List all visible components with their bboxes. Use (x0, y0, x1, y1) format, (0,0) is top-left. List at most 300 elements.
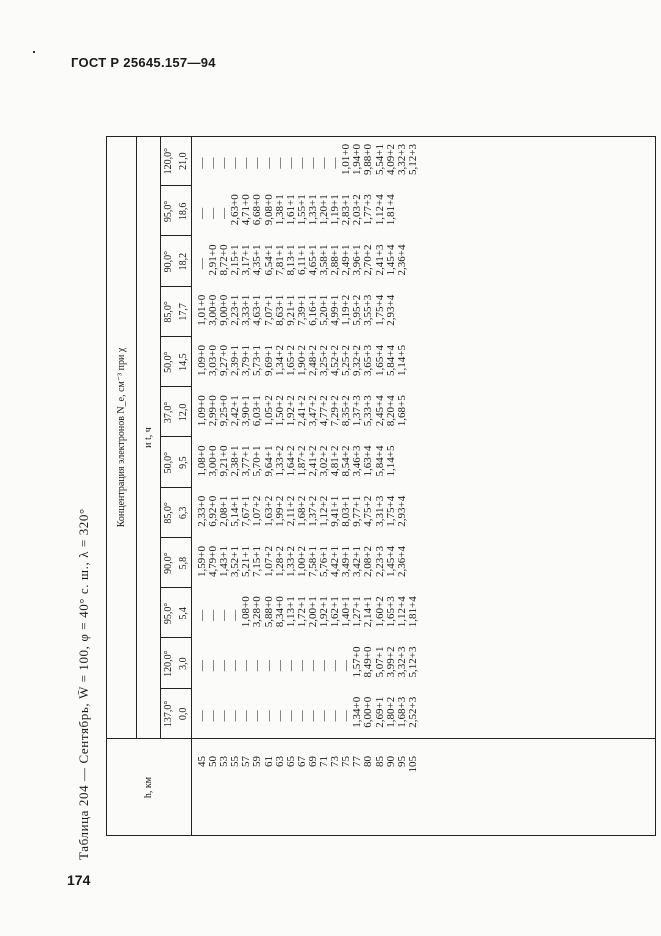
table-cell: 1,68+2 (295, 495, 308, 527)
table-cell: 1,20+1 (318, 194, 331, 226)
table-cell (408, 345, 419, 383)
table-cell: 3,49+1 (340, 546, 353, 577)
table-cell: 1,81+4 (406, 596, 419, 628)
table-cell: 1,57+0 (351, 646, 364, 678)
table-cell: — (306, 157, 319, 169)
table-cell: 2,42+1 (229, 395, 242, 427)
table-cell: — (229, 710, 242, 722)
data-column (197, 395, 419, 433)
height-value: 80 (362, 756, 375, 767)
table-cell: 9,32+2 (351, 345, 364, 376)
table-cell: — (196, 609, 208, 621)
table-cell: 4,77+2 (318, 395, 331, 427)
table-cell: 1,14+5 (395, 345, 408, 376)
table-cell: 2,23+3 (373, 546, 386, 577)
table-cell: 1,45+4 (384, 546, 397, 577)
table-cell: — (262, 710, 275, 722)
table-cell: 2,23+1 (229, 294, 242, 326)
table-cell: — (207, 609, 220, 621)
table-cell: — (340, 710, 353, 722)
table-cell: 3,65+3 (362, 345, 375, 376)
data-column (197, 144, 419, 182)
table-cell: — (218, 660, 231, 672)
table-cell: 3,03+0 (207, 345, 220, 376)
table-cell: — (284, 157, 297, 169)
table-cell: 2,41+3 (373, 244, 386, 276)
data-column (197, 194, 419, 232)
table-cell: 2,48+2 (306, 345, 319, 376)
table-cell: — (306, 710, 319, 722)
table-cell: 4,79+0 (207, 546, 220, 577)
table-cell: 1,12+4 (373, 194, 386, 226)
height-column (197, 756, 419, 786)
table-cell: 3,00+0 (207, 445, 220, 477)
table-cell: 2,83+1 (340, 194, 353, 226)
table-cell: 8,34+0 (273, 596, 286, 628)
table-cell (397, 446, 408, 484)
table-cell: — (295, 157, 308, 169)
table-cell (397, 194, 408, 232)
table-cell: 1,62+1 (329, 596, 342, 628)
time-label: и t, ч (142, 427, 154, 448)
table-cell: 4,42+1 (329, 546, 342, 577)
height-value: 69 (306, 756, 319, 767)
t-value: 21,0 (177, 152, 189, 170)
height-value: 95 (395, 756, 408, 767)
table-cell: 1,07+2 (262, 546, 275, 577)
chi-value: 120,0° (163, 650, 175, 677)
height-label: h, км (143, 776, 154, 799)
table-cell: — (218, 207, 231, 219)
table-cell: 5,70+1 (251, 445, 264, 477)
chi-value: 90,0° (163, 552, 175, 574)
table-cell: 8,13+1 (284, 244, 297, 276)
height-value: 67 (295, 756, 308, 767)
table-cell: — (295, 660, 308, 672)
table-cell: 2,99+0 (207, 395, 220, 427)
table-cell: 1,19+2 (340, 294, 353, 326)
table-cell: 2,45+4 (373, 395, 386, 427)
table-cell: — (196, 157, 208, 169)
table-cell: 2,93+4 (384, 294, 397, 326)
table-cell: 7,39+1 (295, 294, 308, 326)
table-cell: 2,41+2 (295, 395, 308, 427)
chi-value: 90,0° (163, 250, 175, 273)
table-cell (408, 245, 419, 283)
height-value: 90 (384, 756, 397, 767)
table-cell (408, 295, 419, 333)
t-value: 18,6 (177, 202, 189, 221)
table-cell: 1,34+0 (351, 696, 364, 728)
table-cell: 1,94+0 (351, 144, 364, 175)
table-cell: 5,21+1 (240, 546, 253, 577)
table-cell: 1,59+0 (196, 546, 208, 577)
height-value: 50 (207, 756, 220, 767)
table-cell: 9,77+1 (351, 495, 364, 527)
table-cell: 2,93+4 (395, 495, 408, 527)
table-cell: 2,41+2 (306, 445, 319, 477)
table-cell: 1,12+4 (395, 596, 408, 628)
data-column (197, 496, 419, 534)
table-cell: 1,64+2 (284, 445, 297, 477)
table-cell: 6,03+1 (251, 395, 264, 427)
height-value: 71 (318, 756, 331, 767)
table-cell: 1,08+0 (240, 596, 253, 628)
t-value: 14,5 (177, 353, 189, 371)
table-cell: 8,49+0 (362, 646, 375, 678)
chi-value: 37,0° (163, 401, 175, 424)
table-cell: — (329, 157, 342, 169)
table-cell: 2,15+1 (229, 244, 242, 276)
table-cell: — (207, 207, 220, 219)
t-value: 0,0 (177, 707, 189, 721)
table-cell: 2,00+1 (306, 596, 319, 628)
height-value: 77 (351, 756, 364, 767)
table-cell: 1,61+1 (284, 194, 297, 226)
table-cell: 1,55+1 (295, 194, 308, 226)
table-cell: — (318, 660, 331, 672)
table-cell: 6,16+1 (306, 294, 319, 326)
table-cell: 4,99+1 (329, 294, 342, 326)
table-cell (408, 446, 419, 484)
t-value: 12,0 (177, 403, 189, 422)
table-cell: 3,77+1 (240, 445, 253, 477)
height-value: 45 (196, 756, 208, 767)
rotated-table-block (70, 100, 661, 860)
table-cell: 1,50+2 (273, 395, 286, 427)
table-cell: 7,29+2 (329, 395, 342, 427)
table-cell: — (196, 710, 208, 722)
chi-value: 50,0° (163, 351, 175, 373)
table-cell (408, 194, 419, 232)
table-cell: — (262, 660, 275, 672)
table-cell: 1,34+2 (273, 345, 286, 376)
table-cell: 3,99+2 (384, 646, 397, 678)
table-cell: 2,36+4 (395, 546, 408, 577)
table-cell: 2,03+2 (351, 194, 364, 226)
table-cell: 1,08+0 (196, 445, 208, 477)
table-cell: — (318, 710, 331, 722)
table-cell: 2,36+4 (395, 244, 408, 276)
table-cell: 6,68+0 (251, 194, 264, 226)
table-cell: 5,84+4 (373, 445, 386, 477)
height-value: 85 (373, 756, 386, 767)
table-cell: 4,65+1 (306, 244, 319, 276)
height-value: 53 (218, 756, 231, 767)
table-cell: — (240, 710, 253, 722)
concentration-label: Концентрация электронов N_e, см⁻³ при χ (115, 347, 127, 528)
table-cell: 1,65+3 (384, 596, 397, 628)
t-value: 3,0 (177, 657, 189, 670)
table-cell: 1,65+2 (284, 345, 297, 376)
table-cell: 3,25+2 (318, 345, 331, 376)
table-cell: 3,17+1 (240, 244, 253, 276)
table-cell: 3,52+1 (229, 546, 242, 577)
t-value: 9,5 (177, 456, 189, 469)
table-cell: 2,88+1 (329, 244, 342, 276)
data-column (197, 446, 419, 484)
chi-value: 85,0° (163, 502, 175, 524)
table-cell: 6,11+1 (295, 244, 308, 276)
height-value: 61 (262, 756, 275, 767)
table-cell: 5,12+3 (406, 646, 419, 678)
table-cell (408, 496, 419, 534)
chi-value: 85,0° (163, 301, 175, 323)
table-cell: 8,72+0 (218, 244, 231, 276)
height-value: 65 (284, 756, 297, 767)
table-cell: 1,14+5 (384, 445, 397, 477)
table-cell: — (218, 609, 231, 621)
height-value: 57 (240, 756, 253, 767)
table-cell: 9,27+0 (218, 345, 231, 376)
table-cell: 4,09+2 (384, 144, 397, 175)
header-rule (191, 136, 192, 836)
table-cell: 1,68+3 (395, 696, 408, 728)
table-cell: 1,12+2 (318, 495, 331, 527)
table-cell: 2,69+1 (373, 696, 386, 728)
table-cell: 5,76+1 (318, 546, 331, 577)
table-cell: 2,52+3 (406, 696, 419, 728)
table-cell: 2,11+2 (284, 495, 297, 527)
table-cell: 1,27+1 (351, 596, 364, 628)
table-cell: 7,07+1 (262, 294, 275, 326)
table-cell: 3,32+3 (395, 646, 408, 678)
height-value: 63 (273, 756, 286, 767)
table-cell: 1,60+2 (373, 596, 386, 628)
data-column (197, 345, 419, 383)
table-cell: 9,21+0 (218, 445, 231, 477)
table-cell: 1,37+3 (351, 395, 364, 427)
table-cell: 1,87+2 (295, 445, 308, 477)
table-cell: 7,81+1 (273, 244, 286, 276)
height-value: 75 (340, 756, 353, 767)
table-cell: 3,00+0 (207, 294, 220, 326)
data-column (197, 295, 419, 333)
table-cell (408, 395, 419, 433)
table-cell: 1,72+1 (295, 596, 308, 628)
table-cell: 1,33+2 (284, 546, 297, 577)
t-value: 5,8 (177, 556, 189, 570)
table-cell: 5,12+3 (406, 144, 419, 175)
table-cell: 1,00+2 (295, 546, 308, 577)
t-value: 18,2 (177, 252, 189, 271)
table-cell: 5,73+1 (251, 345, 264, 376)
table-cell: — (262, 157, 275, 169)
table-cell: 9,25+0 (218, 395, 231, 427)
table-cell: — (196, 660, 208, 672)
table-cell: 1,19+1 (329, 194, 342, 226)
table-cell: 1,37+2 (306, 495, 319, 527)
table-cell: 2,08+1 (218, 495, 231, 527)
table-cell: 1,80+2 (384, 696, 397, 728)
chi-value: 137,0° (163, 700, 175, 728)
table-cell: — (284, 710, 297, 722)
height-value: 105 (406, 756, 419, 773)
table-cell: 8,63+1 (273, 294, 286, 326)
t-value: 5,4 (177, 607, 189, 620)
table-cell: 5,25+2 (340, 345, 353, 376)
table-cell: 5,33+3 (362, 395, 375, 427)
data-column (197, 245, 419, 283)
height-value: 73 (329, 756, 342, 767)
table-cell: 2,49+1 (340, 244, 353, 276)
table-cell: 7,15+1 (251, 546, 264, 577)
table-cell: — (207, 660, 220, 672)
table-cell: 3,31+3 (373, 495, 386, 527)
table-cell: 7,67+1 (240, 495, 253, 527)
table-cell: 5,20+1 (318, 294, 331, 326)
table-cell: 9,00+0 (218, 294, 231, 326)
table-cell: 1,43+1 (218, 546, 231, 577)
table-cell: — (251, 710, 264, 722)
table-cell: — (196, 207, 208, 219)
table-cell: 9,88+0 (362, 144, 375, 175)
table-cell: 2,08+2 (362, 546, 375, 577)
page-number: 174 (67, 872, 91, 888)
chi-value: 50,0° (163, 451, 175, 474)
table-cell: — (318, 157, 331, 169)
table-cell: 1,45+4 (384, 244, 397, 276)
table-cell: 5,88+0 (262, 596, 275, 628)
table-cell: 6,54+1 (262, 244, 275, 276)
table-cell: 3,32+3 (395, 144, 408, 175)
table-cell: — (218, 710, 231, 722)
table-cell: — (273, 660, 286, 672)
table-cell: 8,03+1 (340, 495, 353, 527)
table-cell: — (329, 660, 342, 672)
table-cell: 1,81+4 (384, 194, 397, 226)
table-cell: 5,07+1 (373, 646, 386, 678)
table-cell: — (295, 710, 308, 722)
height-value: 55 (229, 756, 242, 767)
table-cell: 1,75+4 (373, 294, 386, 326)
table-cell: — (207, 157, 220, 169)
table-cell: 8,35+2 (340, 395, 353, 427)
table-cell: 3,90+1 (240, 395, 253, 427)
table-cell: 1,77+3 (362, 194, 375, 226)
table-cell: — (207, 710, 220, 722)
chi-value: 95,0° (163, 200, 175, 223)
table-cell: 1,13+1 (284, 596, 297, 628)
table-cell: 2,33+0 (196, 495, 208, 527)
table-cell: 5,95+2 (351, 294, 364, 326)
table-cell: 4,81+2 (329, 445, 342, 477)
table-cell: 4,71+0 (240, 194, 253, 226)
table-cell: 1,90+2 (295, 345, 308, 376)
table-cell: — (284, 660, 297, 672)
table-cell: 1,92+1 (318, 596, 331, 628)
table-cell: 6,00+0 (362, 696, 375, 728)
table-cell: 9,21+1 (284, 294, 297, 326)
table-cell: 9,64+1 (262, 445, 275, 477)
table-cell: 3,46+3 (351, 445, 364, 477)
table-cell: — (196, 258, 208, 270)
table-cell: 6,92+0 (207, 495, 220, 527)
table-cell: 9,08+0 (262, 194, 275, 226)
table-cell: — (229, 609, 242, 621)
table-cell: 1,68+5 (395, 395, 408, 427)
table-cell: — (306, 660, 319, 672)
table-cell: — (229, 660, 242, 672)
table-cell: 9,69+1 (262, 345, 275, 376)
table-cell: 3,47+2 (306, 395, 319, 427)
table-cell: 9,41+1 (329, 495, 342, 527)
table-cell: 3,28+0 (251, 596, 264, 628)
table-cell: 3,33+1 (240, 294, 253, 326)
height-value: 59 (251, 756, 264, 767)
table-cell: 1,28+2 (273, 546, 286, 577)
table-cell: — (340, 660, 353, 672)
table-cell: 8,20+4 (384, 395, 397, 427)
table-cell: 2,14+1 (362, 596, 375, 628)
t-value: 17,7 (177, 303, 189, 321)
table-cell: 1,05+2 (262, 395, 275, 427)
table-cell: 1,01+0 (340, 144, 353, 175)
table-cell: 2,39+1 (229, 345, 242, 376)
table-cell: 1,09+0 (196, 395, 208, 427)
table-cell: — (240, 660, 253, 672)
table-cell: 3,79+1 (240, 345, 253, 376)
table-cell: 1,65+4 (373, 345, 386, 376)
table-cell: 1,92+2 (284, 395, 297, 427)
table-cell: 2,38+1 (229, 445, 242, 477)
table-cell: 4,63+1 (251, 294, 264, 326)
table-cell: 1,33+2 (273, 445, 286, 477)
table-cell: 3,42+1 (351, 546, 364, 577)
table-cell: 4,52+2 (329, 345, 342, 376)
table-cell: 1,63+4 (362, 445, 375, 477)
document-header: ГОСТ Р 25645.157—94 (71, 55, 216, 70)
table-cell: 3,55+3 (362, 294, 375, 326)
table-cell: 5,54+1 (373, 144, 386, 175)
table-cell: — (240, 157, 253, 169)
table-cell: 3,96+1 (351, 244, 364, 276)
table-cell (397, 295, 408, 333)
table-cell: — (273, 157, 286, 169)
table-cell: 5,84+4 (384, 345, 397, 376)
table-cell: 1,01+0 (196, 294, 208, 326)
t-value: 6,3 (177, 506, 189, 520)
table-cell: 3,02+2 (318, 445, 331, 477)
chi-value: 120,0° (163, 147, 175, 175)
chi-value: 95,0° (163, 602, 175, 625)
table-cell: 4,35+1 (251, 244, 264, 276)
table-cell: 2,70+2 (362, 244, 375, 276)
table-cell: 3,58+1 (318, 244, 331, 276)
table-cell: — (273, 710, 286, 722)
table-cell: — (329, 710, 342, 722)
table-cell (408, 546, 419, 584)
speck-mark (33, 51, 35, 53)
table-cell: 1,09+0 (196, 345, 208, 376)
table-cell: 2,63+0 (229, 194, 242, 226)
table-cell: 1,07+2 (251, 495, 264, 527)
table-cell: 5,14+1 (229, 495, 242, 527)
table-cell: 1,33+1 (306, 194, 319, 226)
table-cell: 8,54+2 (340, 445, 353, 477)
table-cell: 1,99+2 (273, 495, 286, 527)
table-cell: — (251, 660, 264, 672)
table-cell: 7,58+1 (306, 546, 319, 577)
table-cell: 1,40+1 (340, 596, 353, 628)
table-cell: 1,75+4 (384, 495, 397, 527)
table-caption: Таблица 204 — Сентябрь, W̄ = 100, φ = 40° с. ш., λ = 320° (76, 508, 91, 860)
data-column (197, 546, 419, 584)
table-cell: — (251, 157, 264, 169)
data-column (197, 647, 419, 685)
table-cell: 2,91+0 (207, 244, 220, 276)
table-cell: — (229, 157, 242, 169)
